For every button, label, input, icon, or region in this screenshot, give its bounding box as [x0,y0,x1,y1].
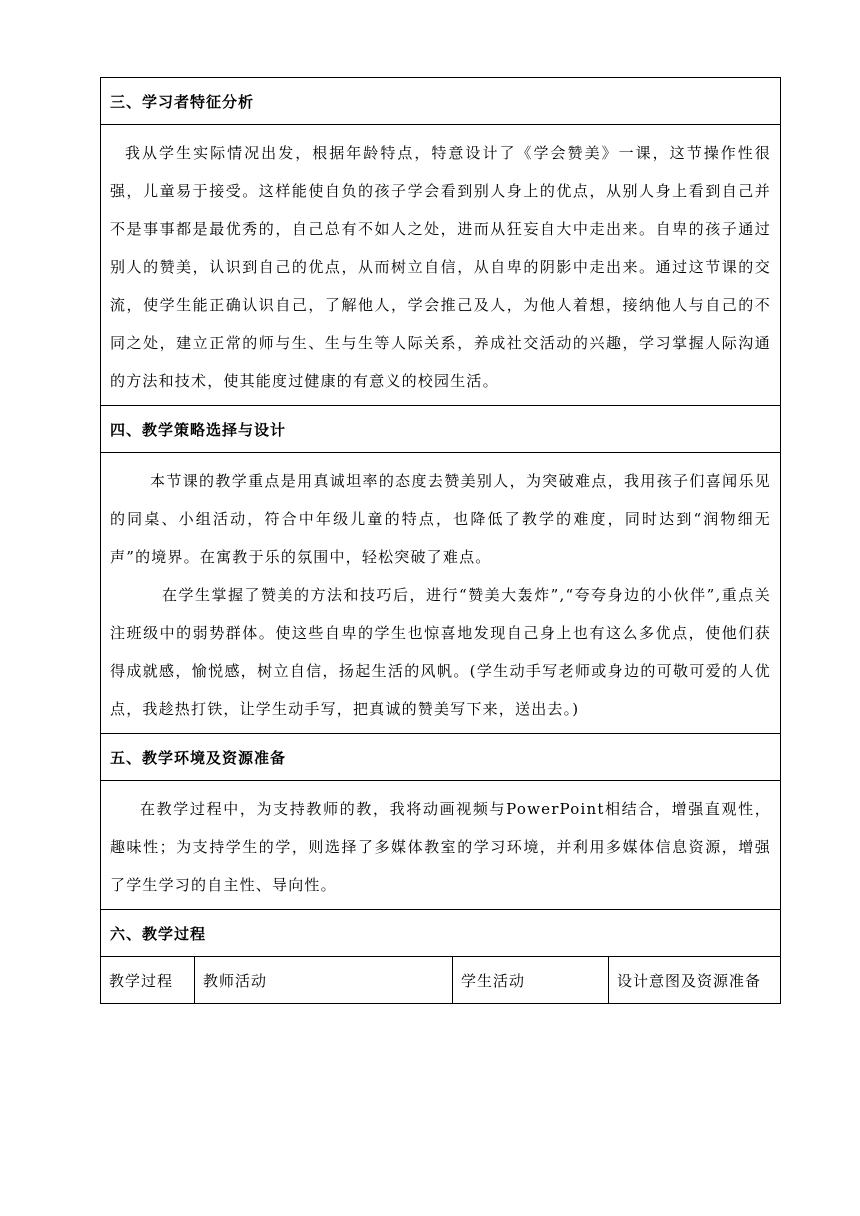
column-header-process: 教学过程 [101,957,195,1003]
section-4-paragraph-2: 在学生掌握了赞美的方法和技巧后，进行“赞美大轰炸”,“夸夸身边的小伙伴”,重点关注班级中的弱势群体。使这些自卑的学生也惊喜地发现自己身上也有这么多优点，使他们获得成就感，愉悦感，树立自信，扬起生活的风帆。(学生动手写老师或身边的可敬可爱的人优点，我趁热打铁，让学生动手写，把真诚的赞美写下来，送出去。) [110,586,771,718]
section-3-body [101,125,780,406]
section-5-heading [101,734,780,781]
section-4-heading [101,406,780,453]
section-6-heading [101,910,780,957]
section-4-body [101,453,780,734]
section-4-paragraph-1: 本节课的教学重点是用真诚坦率的态度去赞美别人，为突破难点，我用孩子们喜闻乐见的同桌、小组活动，符合中年级儿童的特点，也降低了教学的难度，同时达到“润物细无声”的境界。在寓教于乐的氛围中，轻松突破了难点。 [110,472,771,566]
section-4-title: 四、教学策略选择与设计 [110,420,287,439]
section-5-paragraph: 在教学过程中，为支持教师的教，我将动画视频与PowerPoint相结合，增强直观性，趣味性；为支持学生的学，则选择了多媒体教室的学习环境，并利用多媒体信息资源，增强了学生学习的自主性、导向性。 [110,800,771,894]
column-header-student-activity: 学生活动 [453,957,609,1003]
column-header-teacher-activity: 教师活动 [195,957,453,1003]
lesson-plan-table [100,77,781,1004]
section-3-title: 三、学习者特征分析 [110,92,255,111]
section-3-heading [101,78,780,125]
section-5-body [101,781,780,910]
section-6-title: 六、教学过程 [110,924,207,943]
section-5-title: 五、教学环境及资源准备 [110,748,287,767]
process-table-header [101,957,780,1003]
column-header-design-intent: 设计意图及资源准备 [617,971,762,990]
section-3-paragraph: 我从学生实际情况出发，根据年龄特点，特意设计了《学会赞美》一课，这节操作性很强，儿童易于接受。这样能使自负的孩子学会看到别人身上的优点，从别人身上看到自己并不是事事都是最优秀的，自己总有不如人之处，进而从狂妄自大中走出来。自卑的孩子通过别人的赞美，认识到自己的优点，从而树立自信，从自卑的阴影中走出来。通过这节课的交流，使学生能正确认识自己，了解他人，学会推己及人，为他人着想，接纳他人与自己的不同之处，建立正常的师与生、生与生等人际关系，养成社交活动的兴趣，学习掌握人际沟通的方法和技术，使其能度过健康的有意义的校园生活。 [110,144,771,390]
